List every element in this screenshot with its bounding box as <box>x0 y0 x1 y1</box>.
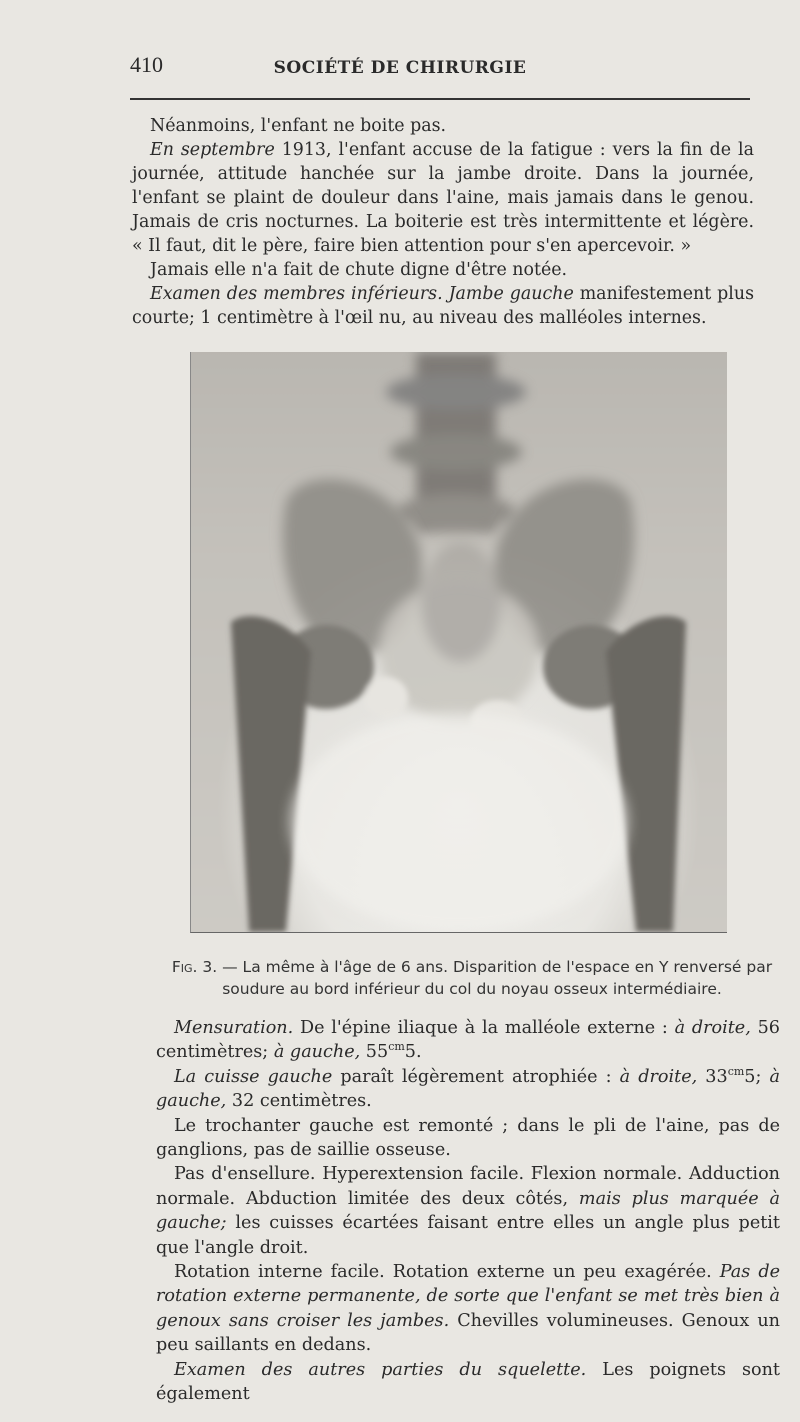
bottom-text-block <box>156 1016 780 1407</box>
paragraph: Examen des autres parties du squelette. Les poignets sont également <box>156 1359 781 1405</box>
paragraph: Rotation interne facile. Rotation externe un peu exagérée. Pas de rotation externe permanente, de sorte que l'enfant se met très bien à genoux sans croiser les jambes. Chevilles volumineuses. Genoux un peu saillants en dedans. <box>156 1262 780 1356</box>
paragraph: Pas d'ensellure. Hyperextension facile. Flexion normale. Adduction normale. Abduction limitée des deux côtés, mais plus marquée à gauche; les cuisses écartées faisant entre elles un angle plus petit que l'angle droit. <box>156 1164 780 1258</box>
paragraph: Le trochanter gauche est remonté ; dans le pli de l'aine, pas de ganglions, pas de saillie osseuse. <box>156 1115 780 1161</box>
pelvis-radiograph-image <box>191 352 727 932</box>
header-rule <box>130 98 750 100</box>
paragraph: Jamais elle n'a fait de chute digne d'être notée. <box>150 260 568 280</box>
running-head: SOCIÉTÉ DE CHIRURGIE <box>273 58 527 78</box>
page-number: 410 <box>130 52 163 77</box>
figure-caption <box>160 956 784 1000</box>
paragraph: La cuisse gauche paraît légèrement atrophiée : à droite, $33^{cm}5$; à gauche, 32 centimètres. <box>156 1064 780 1112</box>
top-text-block <box>132 114 754 330</box>
paragraph: Mensuration. De l'épine iliaque à la malléole externe : à droite, 56 centimètres; à gauche, $55^{cm}5$. <box>156 1018 780 1063</box>
paragraph: Examen des membres inférieurs. Jambe gauche manifestement plus courte; 1 centimètre à l'œil nu, au niveau des malléoles internes. <box>132 284 754 328</box>
figure-label: Fig. 3. <box>171 958 218 976</box>
paragraph: Néanmoins, l'enfant ne boite pas. <box>150 116 447 136</box>
caption-text: — La même à l'âge de 6 ans. Disparition de l'espace en Y renversé par soudure au bord inférieur du col du noyau osseux intermédiaire. <box>217 958 773 998</box>
paragraph: En septembre 1913, l'enfant accuse de la fatigue : vers la fin de la journée, attitude hanchée sur la jambe droite. Dans la journée, l'enfant se plaint de douleur dans l'aine, mais jamais dans le genou. Jamais de cris nocturnes. La boiterie est très intermittente et légère. « Il faut, dit le père, faire bien attention pour s'en apercevoir. » <box>132 140 754 256</box>
xray-figure <box>190 352 727 933</box>
